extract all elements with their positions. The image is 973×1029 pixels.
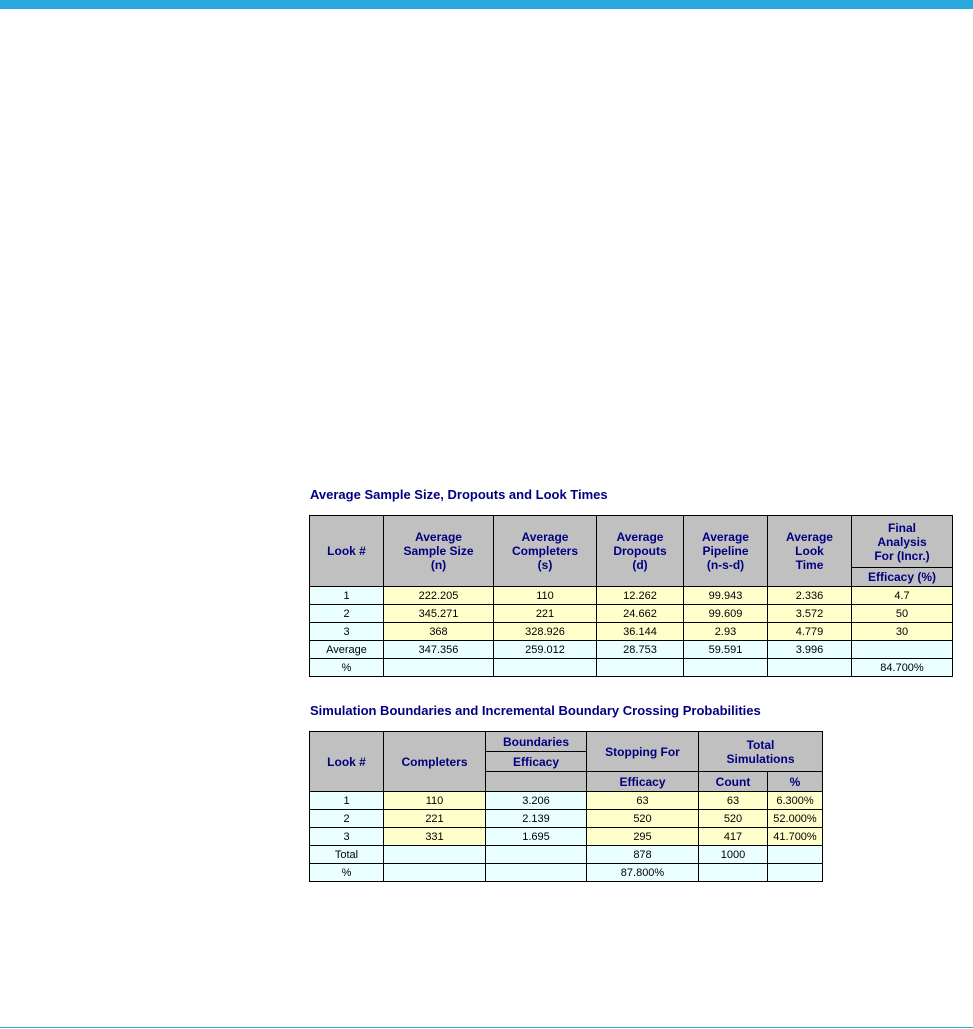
total-row: Total 878 1000	[310, 846, 823, 864]
sample-size-table	[309, 515, 953, 677]
header-boundaries-efficacy: Efficacy	[486, 752, 587, 772]
header-avg-dropouts: Average Dropouts (d)	[597, 516, 684, 587]
header-stopping-for: Stopping For	[587, 732, 699, 772]
percent-row: % 84.700%	[310, 659, 953, 677]
header-total-simulations: Total Simulations	[699, 732, 823, 772]
header-efficacy-pct: Efficacy (%)	[852, 568, 953, 587]
header-count: Count	[699, 772, 768, 792]
header-look: Look #	[310, 516, 384, 587]
boundaries-table	[309, 731, 823, 882]
header-avg-pipeline: Average Pipeline (n-s-d)	[684, 516, 768, 587]
header-completers: Completers	[384, 732, 486, 792]
table1-title: Average Sample Size, Dropouts and Look Times	[310, 487, 608, 502]
table-row: 3 331 1.695 295 417 41.700%	[310, 828, 823, 846]
header-stopping-efficacy: Efficacy	[587, 772, 699, 792]
table2-title: Simulation Boundaries and Incremental Boundary Crossing Probabilities	[310, 703, 761, 718]
header-avg-look-time: Average Look Time	[768, 516, 852, 587]
header-avg-sample-size: Average Sample Size (n)	[384, 516, 494, 587]
table-row: 2 221 2.139 520 520 52.000%	[310, 810, 823, 828]
table-row: 1 110 3.206 63 63 6.300%	[310, 792, 823, 810]
header-pct: %	[768, 772, 823, 792]
top-accent-bar	[0, 0, 973, 9]
header-look: Look #	[310, 732, 384, 792]
percent-row: % 87.800%	[310, 864, 823, 882]
table-row: 2 345.271 221 24.662 99.609 3.572 50	[310, 605, 953, 623]
average-row: Average 347.356 259.012 28.753 59.591 3.996	[310, 641, 953, 659]
bottom-divider	[0, 1027, 973, 1028]
table-row: 1 222.205 110 12.262 99.943 2.336 4.7	[310, 587, 953, 605]
header-avg-completers: Average Completers (s)	[494, 516, 597, 587]
header-boundaries: Boundaries	[486, 732, 587, 752]
table-row: 3 368 328.926 36.144 2.93 4.779 30	[310, 623, 953, 641]
header-final-analysis: Final Analysis For (Incr.)	[852, 516, 953, 568]
